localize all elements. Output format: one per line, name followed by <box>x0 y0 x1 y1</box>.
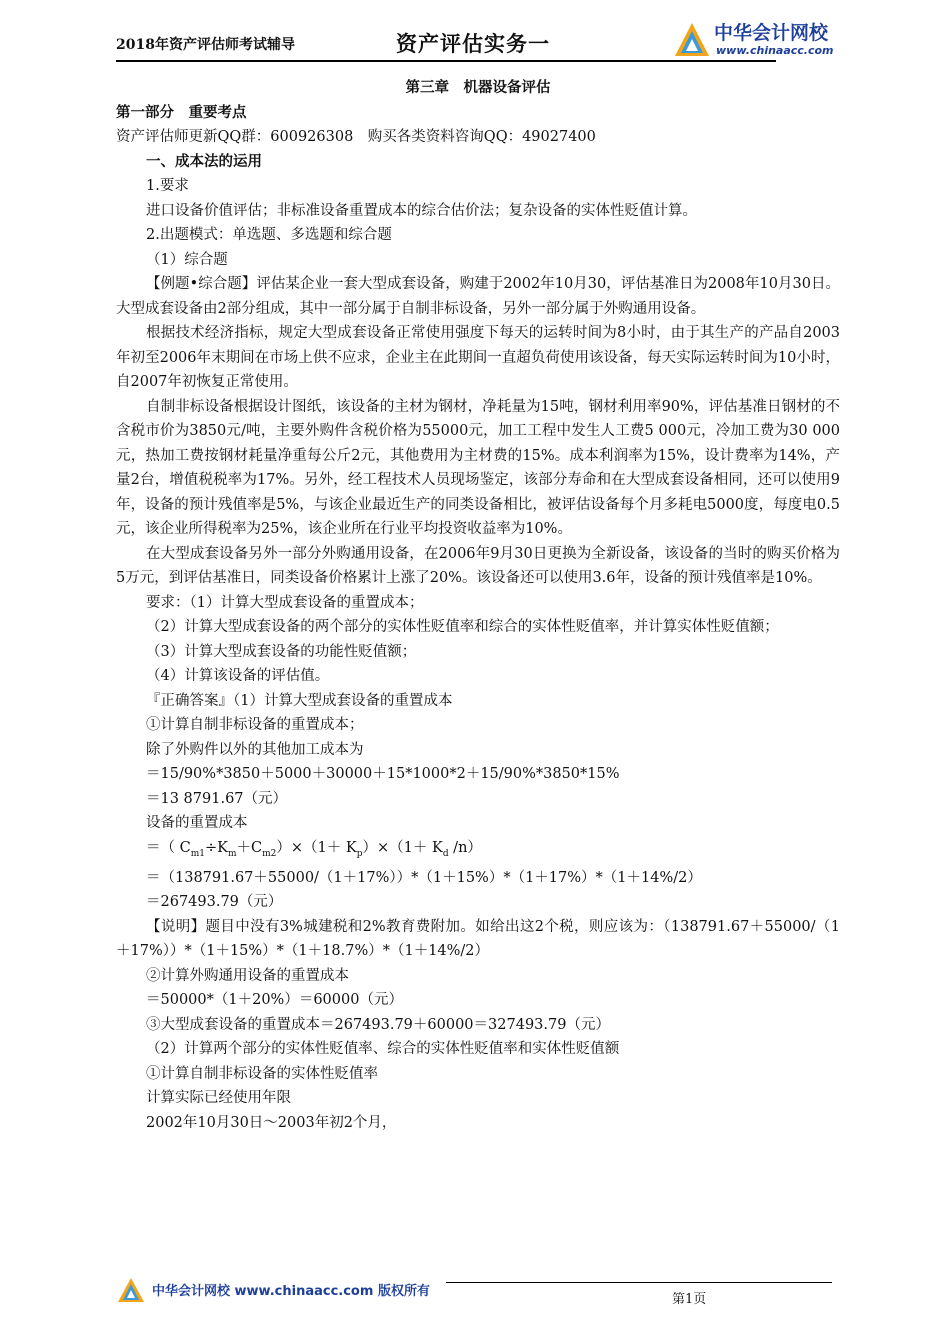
formula-part: ）×（1＋ K <box>276 839 357 856</box>
answer-line-6: ＝（138791.67＋55000/（1＋17%））*（1＋15%）*（1＋17%）*（1＋14%/2） <box>146 869 702 886</box>
answer-line-1: ①计算自制非标设备的重置成本； <box>146 717 364 733</box>
formula-part: ）×（1＋ K <box>362 839 443 856</box>
document-body <box>116 76 840 1135</box>
answer-line-8: ②计算外购通用设备的重置成本 <box>146 967 349 984</box>
footer-divider <box>446 1282 832 1283</box>
answer-line-11: （2）计算两个部分的实体性贬值率、综合的实体性贬值率和实体性贬值额 <box>146 1041 620 1058</box>
example-paragraph-1 <box>116 272 840 321</box>
note-text: 题目中没有3%城建税和2%教育费附加。如给出这2个税，则应该为：（138791.67＋55000/（1＋17%））*（1＋15%）*（1＋18.7%）*（1＋14%/2） <box>116 918 840 960</box>
answer-line-2: 除了外购件以外的其他加工成本为 <box>146 741 364 758</box>
logo-name: 中华会计网校 <box>714 22 829 44</box>
page-number: 第1页 <box>672 1292 707 1307</box>
formula-part: ＋C <box>236 839 263 856</box>
answer-line-3: ＝15/90%*3850＋5000＋30000＋15*1000*2＋15/90%*3850*15% <box>146 766 620 782</box>
header-subject-title: 资产评估实务一 <box>396 31 550 56</box>
qq-line: 资产评估师更新QQ群：600926308 购买各类资料咨询QQ：49027400 <box>116 129 596 145</box>
ask-3: （3）计算大型成套设备的功能性贬值额； <box>146 643 417 660</box>
example-paragraph-4: 在大型成套设备另外一部分外购通用设备，在2006年9月30日更换为全新设备，该设备的当时的购买价格为5万元，到评估基准日，同类设备价格累计上涨了20%。该设备还可以使用3.6年，设备的预计残值率是10%。 <box>116 545 840 586</box>
note-paragraph <box>116 915 840 964</box>
question-mode-sub: （1）综合题 <box>146 251 228 268</box>
ask-4: （4）计算该设备的评估值。 <box>146 668 330 684</box>
formula-sub: m1 <box>190 848 205 859</box>
formula-sub: p <box>356 848 363 859</box>
requirement-label: 1.要求 <box>146 178 189 194</box>
formula-line <box>116 836 840 866</box>
section-heading: 一、成本法的运用 <box>146 152 262 170</box>
page-footer <box>116 1272 836 1312</box>
answer-line-9: ＝50000*（1＋20%）＝60000（元） <box>146 992 403 1009</box>
footer-brand: 中华会计网校 www.chinaacc.com 版权所有 <box>152 1284 430 1299</box>
ask-2: （2）计算大型成套设备的两个部分的实体性贬值率和综合的实体性贬值率，并计算实体性贬值额； <box>146 619 779 635</box>
answer-line-13: 计算实际已经使用年限 <box>146 1090 291 1107</box>
formula-part: /n） <box>448 839 482 856</box>
answer-line-12: ①计算自制非标设备的实体性贬值率 <box>146 1065 378 1082</box>
requirement-text: 进口设备价值评估；非标准设备重置成本的综合估价法；复杂设备的实体性贬值计算。 <box>146 202 697 219</box>
answer-line-4: ＝13 8791.67（元） <box>146 790 288 807</box>
example-paragraph-3: 自制非标设备根据设计图纸，该设备的主材为钢材，净耗量为15吨，钢材利用率90%，评估基准日钢材的不含税市价为3850元/吨，主要外购件含税价格为55000元，加工工程中发生人工费5 000元，冷加工费为30 000元，热加工费按钢材耗量净重每公斤2元，其他费用为主材费的15%。成本利润率为15%，设计费率为14%，产量2台，增值税税率为17%。另外，经工程技术人员现场鉴定，该部分寿命和在大型成套设备相同，还可以使用9年，设备的预计残值率是5%，与该企业最近生产的同类设备相比，被评估设备每个月多耗电5000度，每度电0.5元，该企业所得税率为25%，该企业所在行业平均投资收益率为10%。 <box>116 398 840 537</box>
formula-sub: d <box>442 848 449 859</box>
ask-1: 要求：（1）计算大型成套设备的重置成本； <box>146 594 424 611</box>
formula-sub: m2 <box>262 848 277 859</box>
logo-url: www.chinaacc.com <box>716 44 834 57</box>
example-tag: 【例题•综合题】 <box>146 276 257 292</box>
answer-line-14: 2002年10月30日～2003年初2个月， <box>146 1114 397 1131</box>
header-exam-title: 2018年资产评估师考试辅导 <box>116 37 295 53</box>
part-title: 第一部分 重要考点 <box>116 103 247 121</box>
formula-sub: m <box>227 848 237 859</box>
formula-part: ÷K <box>204 839 228 856</box>
answer-line-10: ③大型成套设备的重置成本＝267493.79＋60000＝327493.79（元） <box>146 1016 610 1033</box>
example-text-1: 评估某企业一套大型成套设备，购建于2002年10月30，评估基准日为2008年10月30日。大型成套设备由2部分组成，其中一部分属于自制非标设备，另外一部分属于外购通用设备。 <box>116 276 840 317</box>
example-paragraph-2: 根据技术经济指标，规定大型成套设备正常使用强度下每天的运转时间为8小时，由于其生产的产品自2003年初至2006年末期间在市场上供不应求，企业主在此期间一直超负荷使用该设备，每天实际运转时间为10小时，自2007年初恢复正常使用。 <box>116 325 840 390</box>
answer-line-7: ＝267493.79（元） <box>146 894 283 911</box>
footer-logo-icon <box>116 1276 146 1304</box>
answer-heading: 『正确答案』（1）计算大型成套设备的重置成本 <box>146 692 453 709</box>
formula-part: ＝（ C <box>146 839 191 856</box>
note-tag: 【说明】 <box>146 918 206 935</box>
question-mode: 2.出题模式：单选题、多选题和综合题 <box>146 227 392 243</box>
chapter-title: 第三章 机器设备评估 <box>405 79 551 96</box>
logo-triangle-icon <box>672 20 712 60</box>
chinaacc-logo <box>672 16 852 66</box>
answer-line-5: 设备的重置成本 <box>146 815 248 831</box>
